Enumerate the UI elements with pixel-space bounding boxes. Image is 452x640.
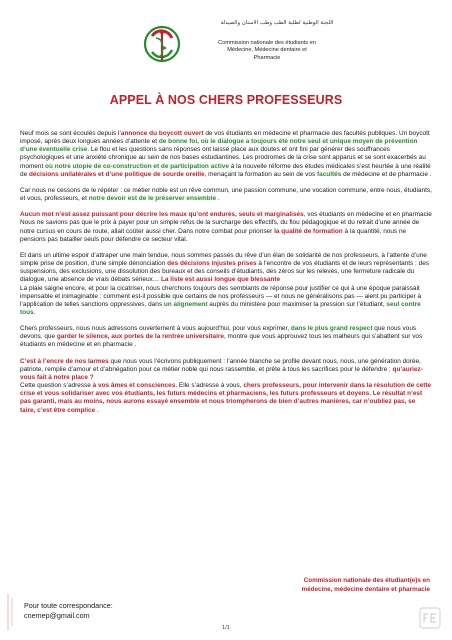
text: , menaçant la formation au sein de vos bbox=[204, 170, 317, 178]
text: . bbox=[216, 195, 220, 203]
org-line-3: Pharmacie bbox=[253, 54, 281, 61]
paragraph-3 bbox=[20, 211, 432, 219]
highlight: décisions unilatérales et d’une politique de sourde oreille bbox=[28, 170, 205, 178]
text: . bbox=[33, 308, 36, 316]
contact-email[interactable]: cnemep@gmail.com bbox=[24, 611, 90, 620]
organization-name-french bbox=[192, 40, 342, 62]
highlight: des décisions injustes prises bbox=[167, 260, 257, 268]
page-number: 1/1 bbox=[222, 625, 230, 631]
signature-block bbox=[250, 576, 430, 594]
highlight: La liste est aussi longue que blessante bbox=[161, 276, 281, 284]
paragraph-2 bbox=[20, 187, 432, 203]
text: . Elle s’adresse à vous, bbox=[175, 382, 244, 390]
signature-line-2: médecine, médecine dentaire et pharmacie bbox=[301, 586, 430, 593]
text: Car nous ne cessons de le répéter : ce métier noble est un rêve commun, une passion commune, une vocation commune, entre nous, étudiants, et vous, professeurs, et bbox=[20, 186, 432, 203]
text: de vos étudiants en médecine et pharmacie des facultés publiques. Un boycott imposé, après deux longues années d’attente et bbox=[20, 130, 430, 146]
organization-name-arabic: اللجنة الوطنية لطلبة الطب وطب الاسنان والصيدلة bbox=[220, 20, 334, 26]
text: La plaie saigne encore, et pour la cicatriser, nous cherchons toujours des semblants de réponse pour justifier ce qui à une époque paraissait impensable et inimaginable : comment est-il possible que certains de nos professeurs — et nous ne généralisons pas — aient pu participer à l’application de telles sanctions oppressives, dans bbox=[20, 284, 422, 308]
text: . bbox=[95, 406, 99, 414]
text: à la nouvelle réforme des études médicales s’est heurtée à une réalité de bbox=[20, 162, 431, 178]
paragraph-8 bbox=[20, 358, 432, 382]
text: de médecine et de pharmacie . bbox=[341, 170, 432, 178]
highlight: dans le plus grand respect bbox=[290, 325, 373, 333]
watermark-icon bbox=[418, 606, 442, 630]
highlight: annonce du boycott ouvert bbox=[120, 130, 204, 137]
highlight: seul contre tous bbox=[20, 300, 421, 316]
highlight: de bonne foi, où le dialogue a toujours été notre seul et unique moyen de prévention d’une éventuelle crise bbox=[20, 138, 418, 154]
signature-line-1: Commission nationale des étudiant(e)s en bbox=[303, 577, 430, 584]
organization-logo-icon bbox=[140, 22, 184, 66]
document-title: APPEL À NOS CHERS PROFESSEURS bbox=[109, 93, 343, 107]
text: Et dans un ultime espoir d’attraper une main tendue, nous sommes passés du rêve d’un élan de solidarité de nos professeurs, à l’attente d’une simple prise de position, d’une simple dénonciation bbox=[20, 251, 427, 268]
highlight: garder le silence, aux portes de la rentrée universitaire bbox=[56, 333, 224, 341]
text: à l’encontre de vos étudiants et de leurs représentants : des suspensions, des exclusions, une dissolution des bureaux et des conseils d’étudiants, des zéros sur les relevés, une fermeture radicale du dialogue, une absence de vrais débats sérieux… bbox=[20, 260, 430, 284]
highlight: un alignement bbox=[163, 300, 208, 308]
paragraph-1 bbox=[20, 130, 432, 179]
org-line-1: Commission nationale des étudiants en bbox=[218, 40, 316, 46]
highlight: la qualité de formation bbox=[274, 227, 343, 235]
contact-block bbox=[24, 601, 113, 621]
text: , montre que vous approuvez tous les malheurs qui s’abattent sur vos étudiants en médecine et en pharmacie . bbox=[20, 333, 423, 349]
letterhead bbox=[140, 18, 350, 80]
text: à la quantité, nous ne pensions pas batailler seuls pour défendre ce secteur vital. bbox=[20, 227, 407, 243]
paragraph-7 bbox=[20, 325, 432, 349]
highlight: Aucun mot n’est assez puissant pour décrire les maux qu’ont endurés, seuls et marginalisés bbox=[20, 211, 304, 219]
text: Neuf mois se sont écoulés depuis l’ bbox=[20, 130, 121, 137]
letter-body bbox=[20, 130, 432, 423]
text: Nous ne savions pas que le prix à payer pour un simple refus de la surcharge des effectifs, du flou pédagogique et du retrait d’une année de notre cursus en cours de route, allait coûter aussi cher. Dans notre combat pour prioriser bbox=[20, 219, 420, 235]
text: . Le flou et les questions sans réponses ont laissé place aux doutes et ont fini par générer des souffrances psychologiques et une anxiété chronique au sein de nos bases estudiantines. Les prodromes de la crise sont apparus et se sont exacerbés au moment bbox=[20, 146, 426, 170]
text: Chers professeurs, nous nous adressons ouvertement à vous aujourd’hui, pour vous exprimer, bbox=[20, 325, 291, 333]
text: auprès du ministère pour maximiser la pression sur l’étudiant, bbox=[207, 300, 387, 308]
highlight: C’est à l’encre de nos larmes bbox=[20, 357, 109, 365]
paragraph-5 bbox=[20, 252, 432, 285]
paragraph-4 bbox=[20, 219, 432, 243]
text: que nous vous l’écrivons publiquement : l’année blanche se profile devant nous, nous, une génération dorée, patriote, remplie d’amour et d’abnégation pour ce métier noble qui nous rassemble, et prête à tous les sacrifices pour le défendre ; bbox=[20, 357, 421, 373]
highlight: chers professeurs, pour intervenir dans la résolution de cette crise et vous solidariser avec vos étudiants, les futurs médecins et pharmaciens, les futurs professeurs et doyens. Le résultat n’est pas garanti, mais au moins, nous aurons essayé ensemble et nous triompherons de bien d’autres manières, car n’oubliez pas, se taire, c’est être complice bbox=[20, 382, 432, 414]
highlight: facultés bbox=[316, 170, 342, 178]
highlight: à vos âmes et consciences bbox=[92, 382, 176, 390]
text: que nous vous devons, que bbox=[20, 325, 417, 341]
highlight: où notre utopie de co-construction et de participation active bbox=[45, 162, 229, 170]
decorative-border-icon bbox=[4, 592, 24, 632]
text: , vos étudiants en médecine et en pharmacie bbox=[303, 211, 432, 219]
highlight: notre devoir est de le préserver ensemble bbox=[88, 195, 217, 203]
contact-label: Pour toute correspondance: bbox=[24, 601, 113, 610]
highlight: qu’auriez-vous fait à notre place ? bbox=[20, 365, 423, 381]
paragraph-6 bbox=[20, 285, 432, 318]
paragraph-9 bbox=[20, 382, 432, 415]
org-line-2: Médecine, Médecine dentaire et bbox=[227, 47, 307, 54]
text: Cette question s’adresse bbox=[20, 382, 93, 390]
